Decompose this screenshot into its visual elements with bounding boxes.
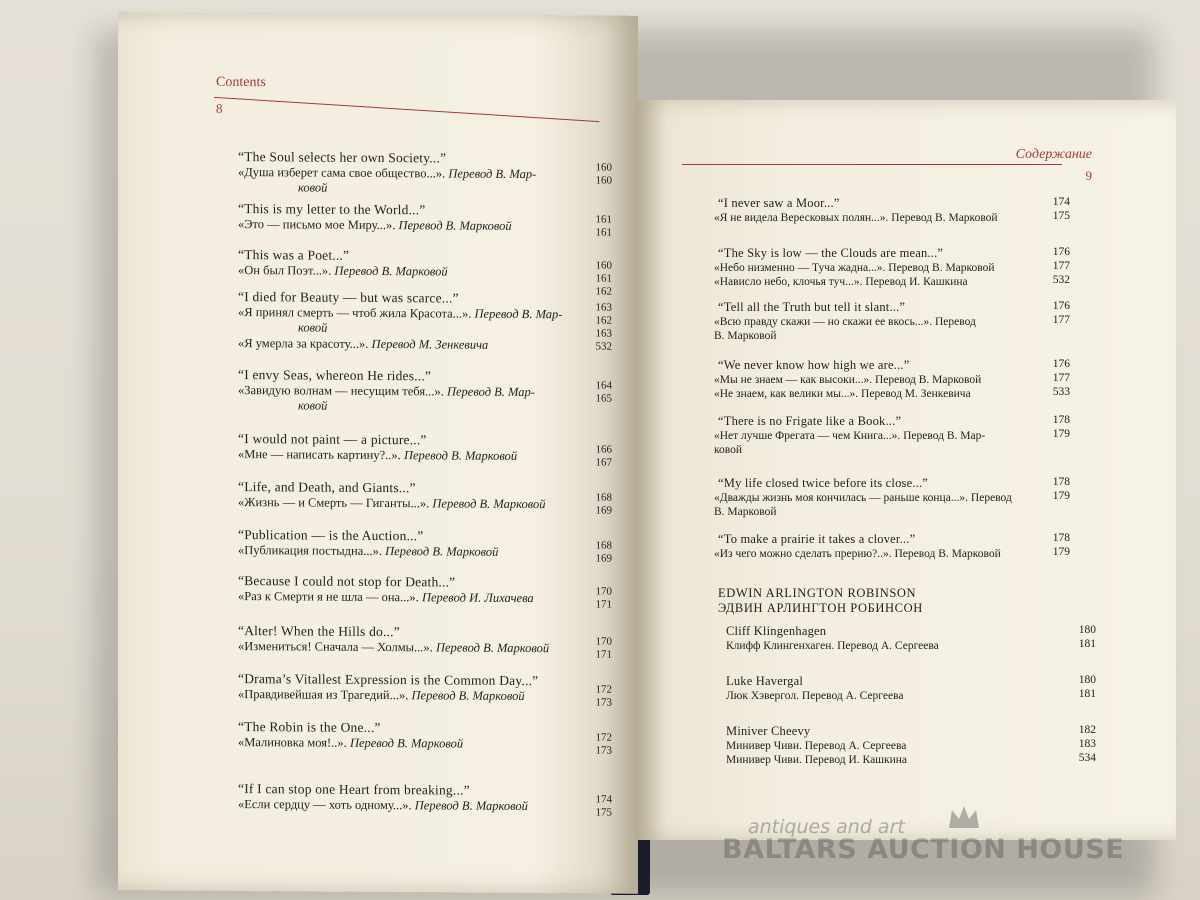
entry-translation-cont: ковой [298, 180, 328, 195]
entry-translation: «Нет лучше Фрегата — чем Книга...». Перевод В. Мар- [714, 430, 986, 442]
page-number: 168 [595, 491, 612, 504]
entry-translation: «Это — письмо мое Миру...». Перевод В. Марковой [238, 217, 512, 233]
right-page-header: Содержание [1015, 147, 1092, 162]
page-number: 181 [1078, 638, 1096, 650]
entry-title-en: “The Robin is the One...” [238, 719, 381, 736]
page-number: 180 [1078, 624, 1096, 636]
page-number: 532 [595, 340, 612, 353]
entry-translation: В. Марковой [714, 506, 777, 518]
page-number: 178 [1052, 476, 1070, 488]
page-number: 171 [595, 598, 612, 611]
entry-translation: «Небо низменно — Туча жадна...». Перевод В. Марковой [714, 262, 995, 274]
page-number: 176 [1052, 246, 1070, 258]
page-number: 160 [595, 161, 612, 174]
page-number: 169 [595, 504, 612, 517]
poem-title-en: Miniver Cheevy [726, 724, 811, 738]
header-rule-right [682, 164, 1062, 165]
author-name-ru: ЭДВИН АРЛИНГТОН РОБИНСОН [718, 601, 923, 615]
page-number: 160 [595, 259, 612, 272]
entry-translation: «Из чего можно сделать прерию?..». Перевод В. Марковой [714, 548, 1001, 560]
page-number: 183 [1078, 738, 1096, 750]
page-number: 162 [595, 285, 612, 298]
entry-translation: «Раз к Смерти я не шла — она...». Перевод И. Лихачева [238, 589, 534, 606]
page-number: 167 [595, 456, 612, 469]
poem-translation: Люк Хэвергол. Перевод А. Сергеева [726, 690, 904, 702]
entry-translation: ковой [714, 444, 743, 456]
right-page-number: 9 [1085, 168, 1092, 183]
crown-icon [946, 802, 982, 832]
poem-translation: Минивер Чиви. Перевод А. Сергеева [726, 740, 907, 752]
entry-translation: «Мы не знаем — как высоки...». Перевод В. Марковой [714, 374, 982, 386]
page-number: 173 [595, 744, 612, 757]
page-number: 161 [595, 226, 612, 239]
page-number: 172 [595, 731, 612, 744]
entry-title-en: “Tell all the Truth but tell it slant...” [718, 300, 906, 314]
entry-translation: В. Марковой [714, 330, 777, 342]
page-number: 170 [595, 635, 612, 648]
left-page-number: 8 [216, 100, 223, 116]
entry-translation: «Правдивейшая из Трагедий...». Перевод В. Марковой [238, 687, 525, 704]
header-rule [214, 97, 599, 122]
entry-translation: «Измениться! Сначала — Холмы...». Перевод В. Марковой [238, 639, 550, 656]
entry-translation: «Он был Поэт...». Перевод В. Марковой [238, 263, 448, 279]
page-number: 176 [1052, 300, 1070, 312]
page-number: 170 [595, 585, 612, 598]
page-number: 174 [595, 793, 612, 806]
page-number: 166 [595, 443, 612, 456]
watermark-tagline: antiques and art [748, 816, 905, 838]
page-number: 168 [595, 539, 612, 552]
entry-translation: «Всю правду скажи — но скажи ее вкось...». Перевод [714, 316, 976, 328]
entry-translation: «Дважды жизнь моя кончилась — раньше конца...». Перевод [714, 492, 1012, 504]
author-name-en: EDWIN ARLINGTON ROBINSON [718, 586, 917, 600]
entry-translation: «Мне — написать картину?..». Перевод В. Марковой [238, 447, 518, 463]
entry-title-en: “To make a prairie it takes a clover...” [718, 532, 916, 546]
entry-title-en: “My life closed twice before its close...” [718, 476, 929, 490]
poem-translation: Клифф Клингенхаген. Перевод А. Сергеева [726, 640, 939, 652]
page-number: 161 [595, 213, 612, 226]
page-number: 169 [595, 552, 612, 565]
entry-title-en: “This is my letter to the World...” [238, 201, 426, 218]
entry-translation: «Я принял смерть — чтоб жила Красота...». Перевод В. Мар- [238, 305, 563, 322]
entry-translation: «Не знаем, как велики мы...». Перевод М. Зенкевича [714, 388, 971, 400]
entry-translation-cont: ковой [298, 320, 328, 335]
page-number: 179 [1052, 428, 1070, 440]
poem-translation: Минивер Чиви. Перевод И. Кашкина [726, 754, 908, 766]
entry-title-en: “Alter! When the Hills do...” [238, 623, 400, 640]
entry-title-en: “Drama’s Vitallest Expression is the Common Day...” [238, 671, 539, 689]
page-number: 162 [595, 314, 612, 327]
page-number: 163 [595, 327, 612, 340]
page-number: 179 [1052, 490, 1070, 502]
entry-translation-cont: ковой [298, 398, 328, 413]
page-number: 173 [595, 696, 612, 709]
page-number: 181 [1078, 688, 1096, 700]
entry-translation: «Жизнь — и Смерть — Гиганты...». Перевод В. Марковой [238, 495, 546, 512]
entry-title-en: “There is no Frigate like a Book...” [718, 414, 902, 428]
page-number: 161 [595, 272, 612, 285]
page-number: 175 [1052, 210, 1070, 222]
entry-translation-alt: «Я умерла за красоту...». Перевод М. Зенкевича [238, 336, 489, 352]
entry-translation: «Завидую волнам — несущим тебя...». Перевод В. Мар- [238, 383, 535, 400]
page-number: 176 [1052, 358, 1070, 370]
entry-translation: «Если сердцу — хоть одному...». Перевод В. Марковой [238, 797, 528, 814]
entry-translation: «Душа изберет сама свое общество...». Перевод В. Мар- [238, 165, 537, 182]
entry-title-en: “Life, and Death, and Giants...” [238, 479, 416, 496]
page-number: 177 [1052, 260, 1070, 272]
entry-title-en: “I never saw a Moor...” [718, 196, 840, 210]
page-number: 160 [595, 174, 612, 187]
left-page [118, 12, 638, 894]
left-page-header: Contents [216, 74, 266, 91]
entry-title-en: “Because I could not stop for Death...” [238, 573, 456, 590]
page-number: 533 [1052, 386, 1070, 398]
entry-title-en: “The Sky is low — the Clouds are mean...” [718, 246, 944, 260]
entry-title-en: “I envy Seas, whereon He rides...” [238, 367, 432, 384]
entry-title-en: “I would not paint — a picture...” [238, 431, 427, 448]
entry-title-en: “I died for Beauty — but was scarce...” [238, 289, 459, 306]
entry-title-en: “This was a Poet...” [238, 247, 350, 263]
entry-translation: «Нависло небо, клочья туч...». Перевод И. Кашкина [714, 276, 968, 288]
right-page [636, 100, 1176, 865]
page-number: 175 [595, 806, 612, 819]
page-number: 534 [1078, 752, 1096, 764]
page-number: 182 [1078, 724, 1096, 736]
poem-title-en: Cliff Klingenhagen [726, 624, 827, 638]
entry-title-en: “We never know how high we are...” [718, 358, 910, 372]
page-number: 165 [595, 392, 612, 405]
page-number: 177 [1052, 314, 1070, 326]
entry-translation: «Малиновка моя!..». Перевод В. Марковой [238, 735, 464, 751]
page-number: 163 [595, 301, 612, 314]
entry-title-en: “The Soul selects her own Society...” [238, 149, 447, 166]
page-number: 172 [595, 683, 612, 696]
entry-title-en: “If I can stop one Heart from breaking...” [238, 781, 470, 798]
page-number: 180 [1078, 674, 1096, 686]
page-number: 174 [1052, 196, 1070, 208]
watermark-brand: BALTARS AUCTION HOUSE [722, 834, 1125, 865]
page-number: 178 [1052, 414, 1070, 426]
page-number: 532 [1052, 274, 1070, 286]
entry-translation: «Я не видела Вересковых полян...». Перевод В. Марковой [714, 212, 998, 224]
page-number: 179 [1052, 546, 1070, 558]
page-number: 177 [1052, 372, 1070, 384]
entry-translation: «Публикация постыдна...». Перевод В. Марковой [238, 543, 499, 559]
poem-title-en: Luke Havergal [726, 674, 803, 688]
page-number: 164 [595, 379, 612, 392]
page-number: 171 [595, 648, 612, 661]
page-number: 178 [1052, 532, 1070, 544]
entry-title-en: “Publication — is the Auction...” [238, 527, 424, 544]
